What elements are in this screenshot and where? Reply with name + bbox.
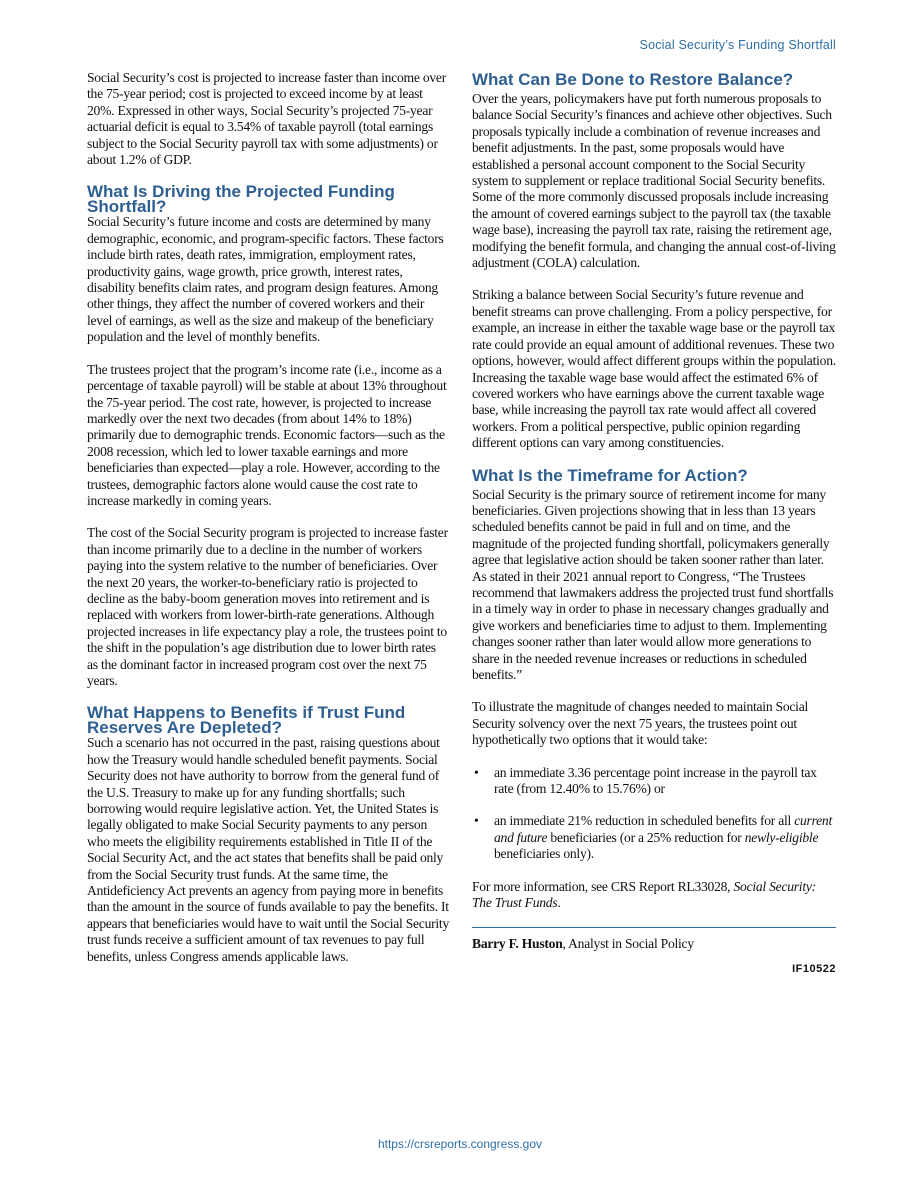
author-line	[472, 936, 836, 952]
more-info-paragraph: For more information, see CRS Report RL33028, Social Security: The Trust Funds.	[472, 878, 816, 911]
section-heading-timeframe: What Is the Timeframe for Action?	[472, 465, 748, 485]
footer-url-link[interactable]: https://crsreports.congress.gov	[377, 1137, 543, 1151]
bullet-icon: •	[474, 764, 479, 780]
author-divider	[472, 927, 836, 928]
bullet-icon: •	[474, 813, 479, 829]
timeframe-paragraph-2: To illustrate the magnitude of changes needed to maintain Social Security solvency over the next 75 years, the trustees point out hypothetically two options that it would take:	[472, 699, 809, 748]
left-column	[87, 70, 449, 981]
driving-paragraph-3: The cost of the Social Security program is projected to increase faster than income primarily due to a decline in the number of workers paying into the system relative to the number of beneficiaries. Over the next 20 years, the worker-to-beneficiary ratio is projected to decline as the baby-boom generation moves into retirement and is replaced with workers from lower-birth-rate generations. Although projected increases in life expectancy play a role, the trustees point to the shift in the population’s age distribution due to lower birth rates as the dominant factor in increased program cost over the next 75 years.	[87, 525, 448, 688]
section-heading-depleted: What Happens to Benefits if Trust Fund Reserves Are Depleted?	[87, 703, 406, 738]
section-heading-balance: What Can Be Done to Restore Balance?	[472, 70, 794, 89]
section-heading-driving: What Is Driving the Projected Funding Shortfall?	[87, 182, 395, 217]
report-title-link[interactable]: Social Security: The Trust Funds	[472, 878, 816, 911]
intro-paragraph: Social Security’s cost is projected to increase faster than income over the 75-year period; cost is projected to exceed income by at least 20%. Expressed in other ways, Social Security’s projected 75-year actuarial deficit is equal to 3.54% of taxable payroll (total earnings subject to the Social Security payroll tax with some adjustments) or about 1.2% of GDP.	[87, 70, 446, 168]
list-item-text: an immediate 21% reduction in scheduled benefits for all current and future beneficiaries (or a 25% reduction for newly-eligible beneficiaries only).	[494, 813, 832, 862]
options-list	[472, 765, 836, 863]
balance-paragraph-1: Over the years, policymakers have put forth numerous proposals to balance Social Security’s finances and achieve other objectives. Such proposals typically include a combination of revenue increases and benefit adjustments. In the past, some proposals would have established a personal account component to the Social Security system to supplement or replace traditional Social Security benefits. Some of the more commonly discussed proposals include increasing the amount of covered earnings subject to the payroll tax (the taxable wage base), increasing the payroll tax rate, raising the retirement age, modifying the benefit formula, and changing the annual cost-of-living adjustment (COLA) calculation.	[472, 91, 836, 271]
product-code: IF10522	[792, 962, 836, 975]
depleted-paragraph: Such a scenario has not occurred in the past, raising questions about how the Treasury would handle scheduled benefit payments. Social Security does not have authority to borrow from the general fund of the U.S. Treasury to make up for any funding shortfalls; such borrowing would require legislative action. Yet, the United States is legally obligated to make Social Security payments to any person who meets the eligibility requirements established in Title II of the Social Security Act, and the act states that benefits shall be paid only from the Social Security trust funds. At the same time, the Antideficiency Act prevents an agency from paying more in benefits than the amount in the source of funds available to pay the benefits. It appears that beneficiaries would have to wait until the Social Security trust funds receive a sufficient amount of tax revenues to pay full benefits, unless Congress amends applicable laws.	[87, 735, 449, 964]
list-item-text: an immediate 3.36 percentage point increase in the payroll tax rate (from 12.40% to 15.76%) or	[494, 764, 817, 797]
list-item	[472, 813, 836, 862]
right-column	[472, 70, 836, 975]
list-item	[472, 765, 836, 798]
driving-paragraph-1: Social Security’s future income and costs are determined by many demographic, economic, and program-specific factors. These factors include birth rates, death rates, immigration, employment rates, productivity gains, wage growth, price growth, interest rates, disability benefits claim rates, and program design features. Among other things, they affect the number of covered workers and their level of earnings, as well as the size and makeup of the beneficiary population and the level of monthly benefits.	[87, 214, 444, 345]
driving-paragraph-2: The trustees project that the program’s income rate (i.e., income as a percentage of taxable payroll) will be stable at about 13% throughout the 75-year period. The cost rate, however, is projected to increase markedly over the next two decades (from about 14% to 18%) primarily due to demographic trends. Economic factors—such as the 2008 recession, which led to lower taxable earnings and more beneficiaries than expected—play a role. However, according to the trustees, demographic factors alone would cause the cost rate to increase markedly in coming years.	[87, 361, 447, 508]
timeframe-paragraph-1: Social Security is the primary source of retirement income for many beneficiaries. Given projections showing that in less than 13 years scheduled benefits cannot be paid in full and on time, and the magnitude of the projected funding shortfall, policymakers generally agree that legislative action should be taken sooner rather than later. As stated in their 2021 annual report to Congress, “The Trustees recommend that lawmakers address the projected trust fund shortfalls in a timely way in order to phase in necessary changes gradually and give workers and beneficiaries time to adjust to them. Implementing changes sooner rather than later would allow more generations to share in the needed revenue increases or reductions in scheduled benefits.”	[472, 486, 834, 682]
running-header-title: Social Security’s Funding Shortfall	[639, 38, 836, 52]
author-role: , Analyst in Social Policy	[562, 936, 694, 952]
author-name: Barry F. Huston	[472, 936, 563, 952]
balance-paragraph-2: Striking a balance between Social Security’s future revenue and benefit streams can prove challenging. From a policy perspective, for example, an increase in either the taxable wage base or the payroll tax rate could provide an equal amount of additional revenues. These two options, however, would affect different groups within the population. Increasing the taxable wage base would affect the estimated 6% of covered workers who have earnings above the current taxable wage base, while increasing the payroll tax rate would affect all covered workers. From a political perspective, public opinion regarding different options can vary among constituencies.	[472, 287, 836, 451]
